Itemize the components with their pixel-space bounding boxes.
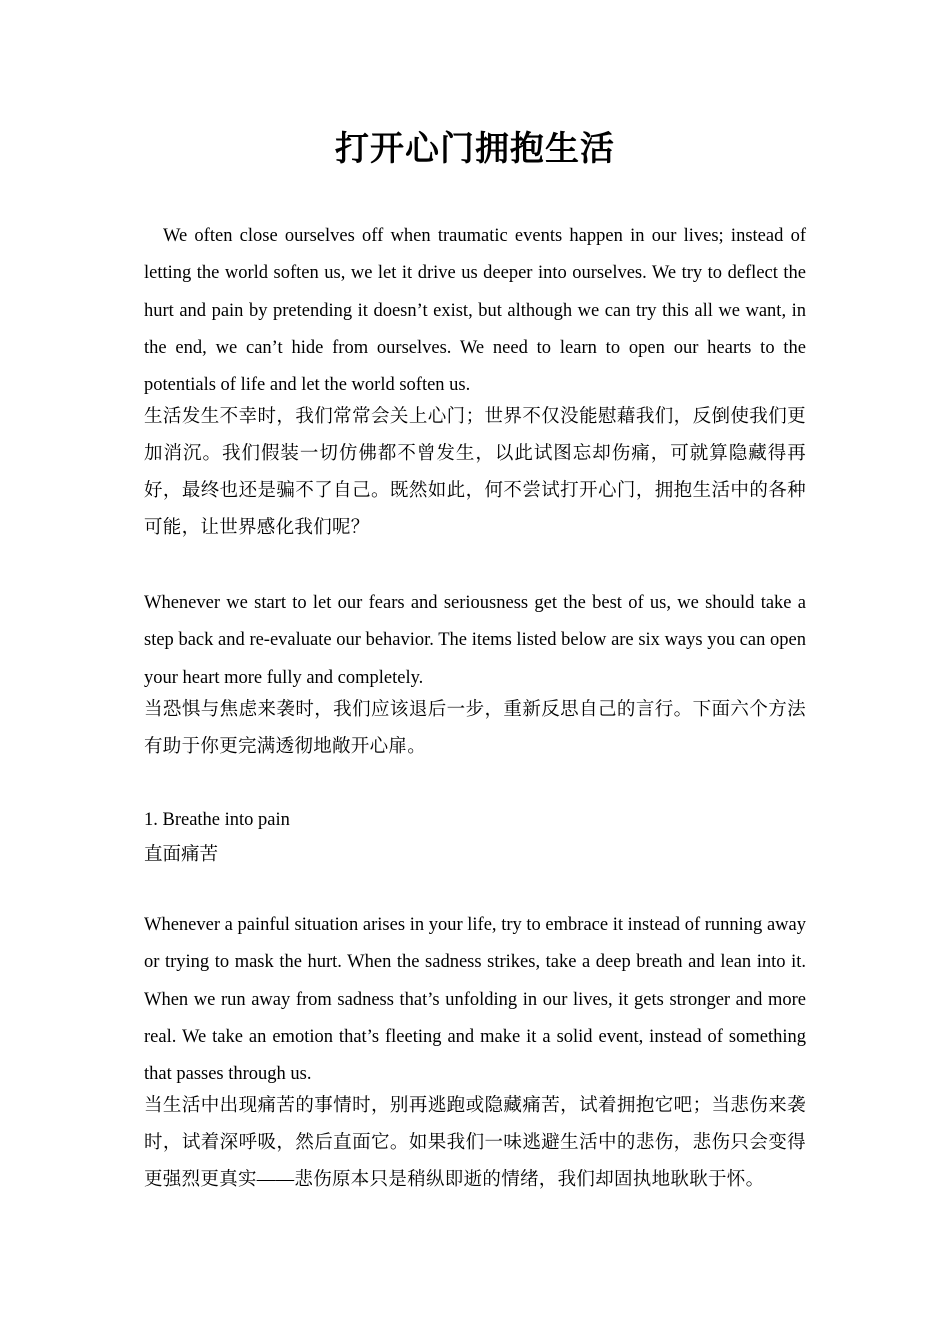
intro-paragraph-en: We often close ourselves off when traumatic events happen in our lives; instead of letting the world soften us, we let it drive us deeper into ourselves. We try to deflect the hurt and pain by pretending it doesn’t exist, but although we can try this all we want, in the end, we can’t hide from ourselves. We need to learn to open our hearts to the potentials of life and let the world soften us. bbox=[144, 226, 806, 396]
step-1-heading bbox=[144, 802, 806, 874]
intro-section bbox=[144, 218, 806, 547]
step-1-paragraph-zh: 当生活中出现痛苦的事情时，别再逃跑或隐藏痛苦，试着拥抱它吧；当悲伤来袭时，试着深呼吸，然后直面它。如果我们一味逃避生活中的悲伤，悲伤只会变得更强烈更真实——悲伤原本只是稍纵即逝的情绪，我们却固执地耿耿于怀。 bbox=[144, 1096, 806, 1191]
step-1-heading-zh: 直面痛苦 bbox=[144, 845, 219, 865]
overview-paragraph-en: Whenever we start to let our fears and seriousness get the best of us, we should take a step back and re-evaluate our behavior. The items listed below are six ways you can open your heart more fully and completely. bbox=[144, 593, 806, 688]
step-1-paragraph-en: Whenever a painful situation arises in your life, try to embrace it instead of running away or trying to mask the hurt. When the sadness strikes, take a deep breath and lean into it. When we run away from sadness that’s unfolding in our lives, it gets stronger and more real. We take an emotion that’s fleeting and make it a solid event, instead of something that passes through us. bbox=[144, 915, 806, 1085]
step-1-section bbox=[144, 907, 806, 1199]
overview-paragraph-zh: 当恐惧与焦虑来袭时，我们应该退后一步，重新反思自己的言行。下面六个方法有助于你更完满透彻地敞开心扉。 bbox=[144, 699, 806, 757]
overview-section bbox=[144, 585, 806, 766]
step-1-heading-en: 1. Breathe into pain bbox=[144, 810, 290, 830]
document-title: 打开心门拥抱生活 bbox=[335, 131, 615, 168]
intro-paragraph-zh: 生活发生不幸时，我们常常会关上心门；世界不仅没能慰藉我们，反倒使我们更加消沉。我们假装一切仿佛都不曾发生，以此试图忘却伤痛，可就算隐藏得再好，最终也还是骗不了自己。既然如此，何不尝试打开心门，拥抱生活中的各种可能，让世界感化我们呢？ bbox=[144, 407, 806, 539]
